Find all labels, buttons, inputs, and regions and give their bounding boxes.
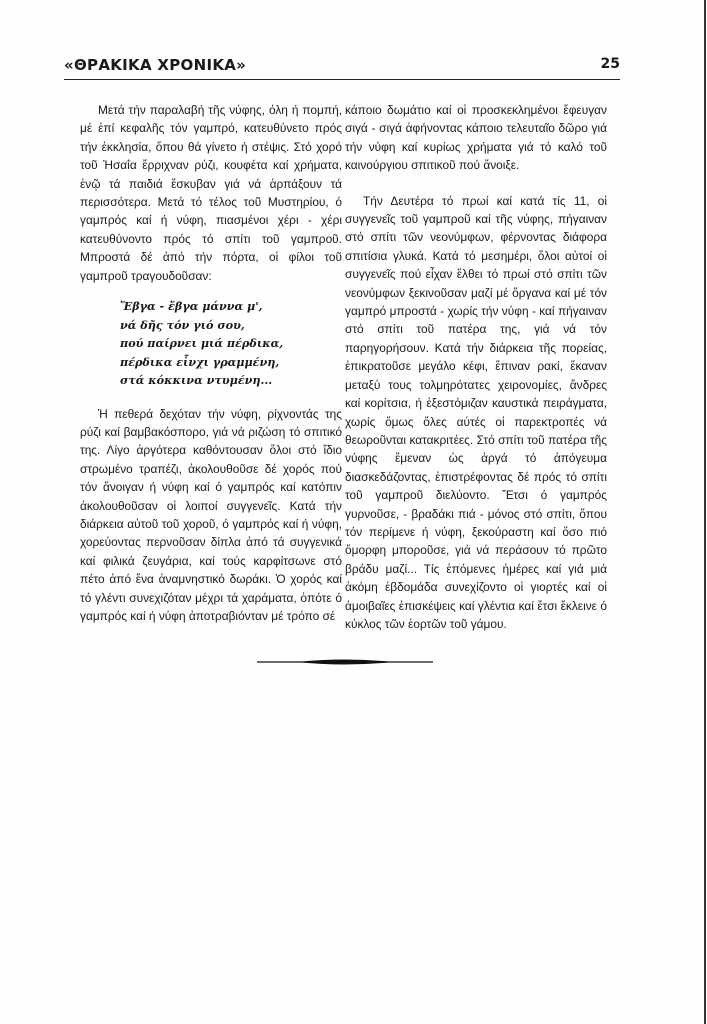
verse-line: στά κόκκινα ντυμένη... <box>120 373 273 388</box>
page-number: 25 <box>600 56 620 72</box>
right-column <box>345 101 607 633</box>
paragraph-monday: Τήν Δευτέρα τό πρωί καί κατά τίς 11, οἱ συγγενεῖς τοῦ γαμπροῦ καί τῆς νύφης, πήγαιναν στό σπίτι τῶν νεονύμφων, φέρνοντας διάφορα σπιτίσια γλυκά. Κατά τό μεσημέρι, ὅλοι αὐτοί οἱ συγγενεῖς πού εἶχαν ἔλθει τό πρωί στό σπίτι τῶν νεονύμφων ξεκινοῦσαν μαζί μέ ὄργανα καί μέ τόν γαμπρό μπροστά - χωρίς τήν νύφη - καί πήγαιναν στό σπίτι τοῦ πατέρα της, γιά νά τόν παρηγορήσουν. Κατά τήν διάρκεια τῆς πορείας, ἐπικρατοῦσε μεγάλο κέφι, ἔπιναν ρακί, ἔκαναν μεταξύ τους τολμηρότατες χειρονομίες, ἄνδρες καί κορίτσια, ή ἐξεστόμιζαν καυστικά πειράγματα, χωρίς ὅμως ὅλες αὐτές οἱ παρεκτροπές νά θεωροῦνται κατακριτέες. Στό σπίτι τοῦ πατέρα τῆς νύφης ἔμεναν ὡς ἀργά τό ἀπόγευμα διασκεδάζοντας, ἐπιστρέφοντας δέ πρός τό σπίτι τοῦ γαμπροῦ διελύοντο. Ἔτσι ό γαμπρός γυρνοῦσε, - βραδάκι πιά - μόνος στό σπίτι, ὅπου τόν περίμενε ή νύφη, ξεκούραστη καί ὅσο πιό ὄμορφη μποροῦσε, γιά νά περάσουν τό πρῶτο βράδυ μαζί... Τίς ἑπόμενες ἡμέρες καί γιά μιά ἀκόμη ἑβδομάδα συνεχίζοντο οἱ γιορτές καί οἱ ἀμοιβαῖες ἐπισκέψεις καί γλέντια καί ἔτσι ἔκλεινε ό κύκλος τῶν ἑορτῶν τοῦ γάμου. <box>345 193 607 631</box>
verse-line: πού παίρνει μιά πέρδικα, <box>120 336 284 351</box>
song-verse <box>120 297 342 390</box>
paragraph-continuation: κάποιο δωμάτιο καί οἱ προσκεκλημένοι ἔφευγαν σιγά - σιγά ἀφήνοντας κάποιο τελευταῖο δῶρο γιά τήν νύφη καί κυρίως χρήματα γιά τό καλό τοῦ καινούργιου σπιτικοῦ πού ἄνοιξε. <box>345 103 607 173</box>
running-header <box>64 56 620 76</box>
verse-line: πέρδικα εἶνχι γραμμένη, <box>120 354 280 369</box>
page-edge <box>704 0 706 1024</box>
left-column <box>80 101 342 625</box>
verse-line: νά δῆς τόν γιό σου, <box>120 317 245 332</box>
header-rule <box>64 79 620 80</box>
paragraph-mother-in-law: Ἡ πεθερά δεχόταν τήν νύφη, ρίχνοντάς της ρύζι καί βαμβακόσπορο, γιά νά ριζώση τό σπιτικό της. Λίγο ἀργότερα καθόντουσαν ὅλοι στό ἴδιο στρωμένο τραπέζι, ἀκολουθοῦσε δέ χορός πού τόν ἄνοιγαν ή νύφη καί ό γαμπρός καί κατόπιν ἀκολουθοῦσαν οἱ λοιποί συγγενεῖς. Κατά τήν διάρκεια αὐτοῦ τοῦ χοροῦ, ό γαμπρός καί ή νύφη, χορεύοντας περνοῦσαν δίπλα ἀπό τά συγγενικά καί φιλικά ζευγάρια, καί τούς καρφίτσωνε στό πέτο ἀπό ἕνα ἀναμνηστικό δωράκι. Ὁ χορός καί τό γλέντι συνεχιζόταν μέχρι τά χαράματα, ὁπότε ό γαμπρός καί ή νύφη ἀποτραβιόνταν μέ τρόπο σέ <box>80 406 342 624</box>
paragraph-wedding-procession: Μετά τήν παραλαβή τῆς νύφης, όλη ή πομπή, μέ ἐπί κεφαλῆς τόν γαμπρό, κατευθύνετο πρός τήν ἐκκλησία, ὅπου θά γίνετο ή στέψις. Στό χορό τοῦ Ἡσαΐα ἔρριχναν ρύζι, κουφέτα καί χρήματα, ἐνῷ τά παιδιά ἔσκυβαν γιά νά ἁρπάξουν τά περισσότερα. Μετά τό τέλος τοῦ Μυστηρίου, ό γαμπρός καί ή νύφη, πιασμένοι χέρι - χέρι κατευθύνοντο πρός τό σπίτι τοῦ γαμπροῦ. Μπροστά δέ ἀπό τήν πόρτα, οἱ φίλοι τοῦ γαμπροῦ τραγουδοῦσαν: <box>80 103 342 283</box>
verse-line: Ἔβγα - ἔβγα μάννα μ', <box>120 299 263 314</box>
end-ornament <box>257 656 433 668</box>
journal-title: «ΘΡΑΚΙΚΑ ΧΡΟΝΙΚΑ» <box>64 56 247 74</box>
